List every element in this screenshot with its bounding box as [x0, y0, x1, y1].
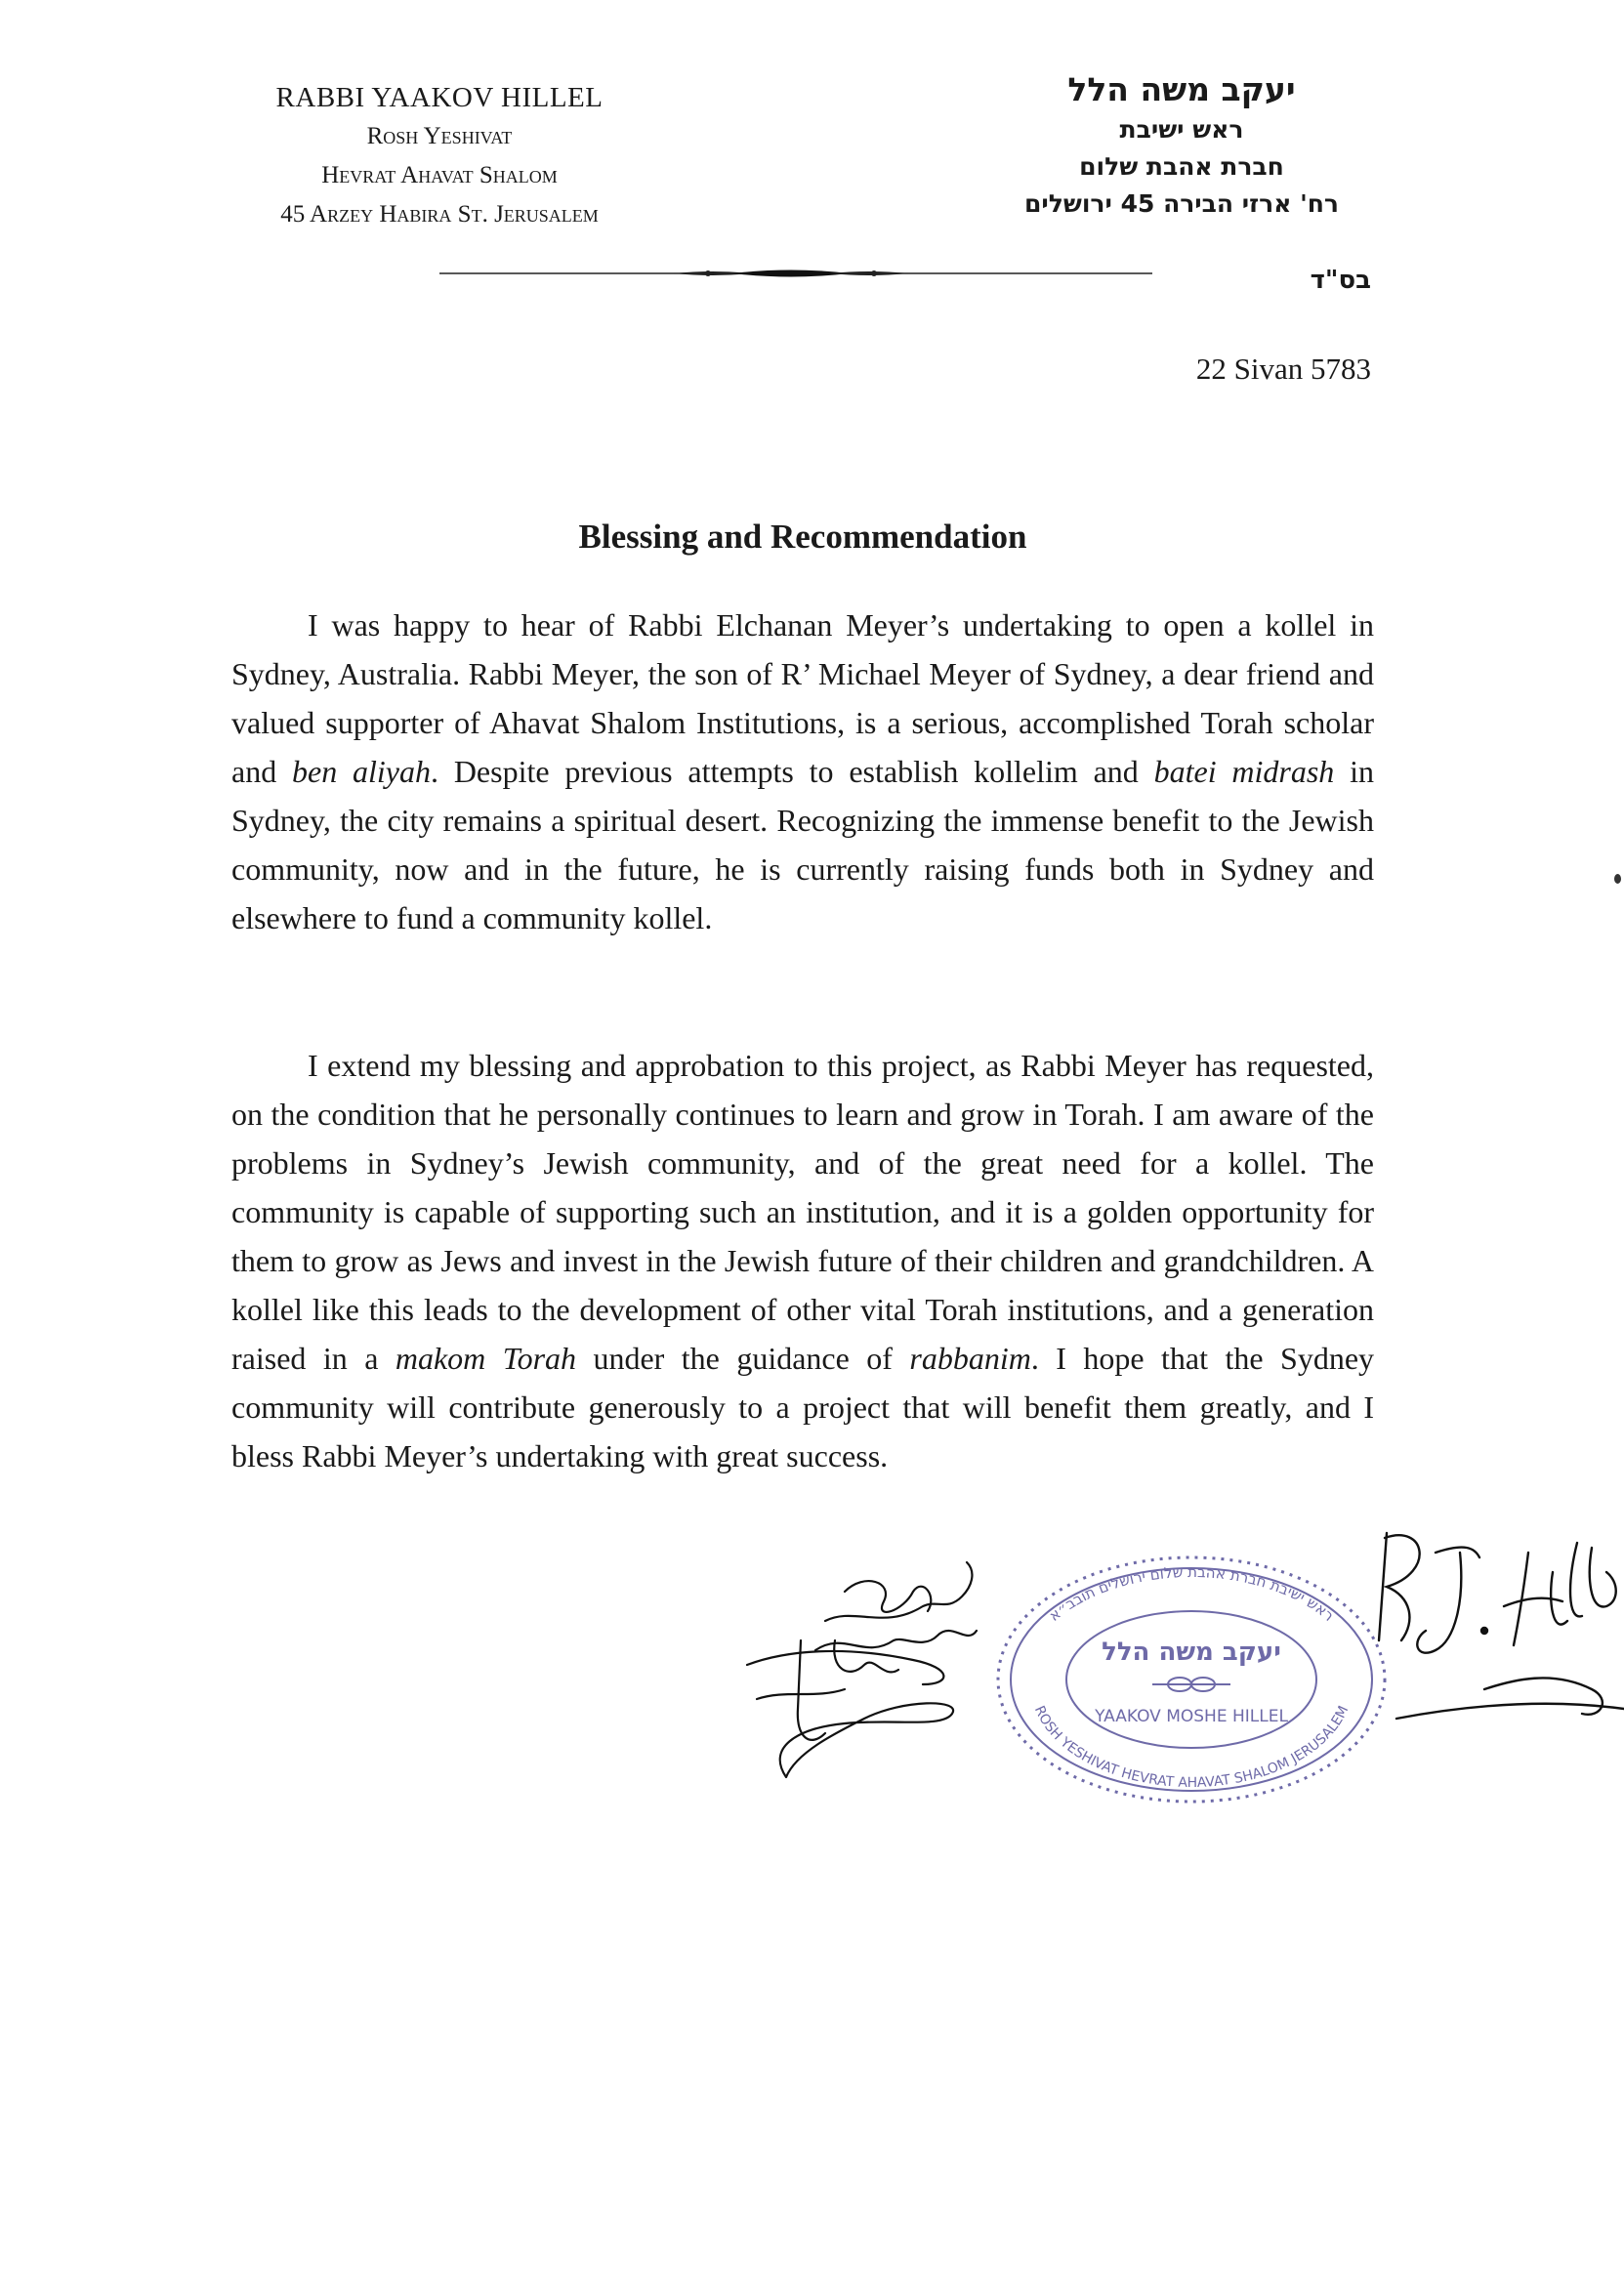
rabbi-name: RABBI YAAKOV HILLEL: [275, 82, 604, 113]
stamp-hebrew-name: יעקב משה הלל: [1102, 1638, 1281, 1667]
institution-address-hebrew: רח' ארזי הבירה 45 ירושלים: [1024, 189, 1339, 218]
paragraph-2: [231, 1041, 1374, 1480]
rabbi-title: Rosh Yeshivat: [366, 123, 513, 149]
english-signature: [1357, 1514, 1624, 1777]
institution-stamp: [986, 1548, 1396, 1811]
stamp-ring-bottom-text: ROSH YESHIVAT HEVRAT AHAVAT SHALOM JERUSALEM: [1030, 1703, 1353, 1792]
institution-address: 45 Arzey Habira St. Jerusalem: [280, 201, 599, 228]
p1-text-b: . Despite previous attempts to establish kollelim and: [431, 754, 1154, 789]
stamp-english-name: YAAKOV MOSHE HILLEL: [1095, 1707, 1288, 1726]
letterhead-english: [234, 78, 645, 234]
scan-speck: [1614, 874, 1621, 884]
letterhead-hebrew: [977, 68, 1387, 223]
letter-title: Blessing and Recommendation: [578, 518, 1027, 556]
rabbi-title-hebrew: ראש ישיבת: [1119, 115, 1244, 144]
paragraph-1: [231, 601, 1374, 942]
rabbi-name-hebrew: יעקב משה הלל: [1067, 70, 1296, 108]
p1-term-ben-aliyah: ben aliyah: [292, 754, 432, 789]
stamp-knot-ornament: [1152, 1678, 1230, 1691]
p2-text-b: under the guidance of: [576, 1341, 910, 1376]
p2-term-makom-torah: makom Torah: [395, 1341, 577, 1376]
p2-term-rabbanim: rabbanim: [909, 1341, 1031, 1376]
stamp-ring-top-text: ראש ישיבת חברת אהבת שלום ירושלים תובב״א: [1045, 1562, 1338, 1625]
institution-name-hebrew: חברת אהבת שלום: [1079, 152, 1284, 181]
letter-date: 22 Sivan 5783: [1195, 352, 1371, 386]
ornamental-divider: [439, 264, 1152, 283]
p2-text-c: . I hope that the Sydney community will contribute generously to a project that will benefit them greatly, and I bless Rabbi Meyer’s undertaking with great success.: [231, 1341, 1375, 1473]
p1-term-batei-midrash: batei midrash: [1153, 754, 1335, 789]
bsd-heading: בס"ד: [1310, 266, 1371, 295]
institution-name: Hevrat Ahavat Shalom: [321, 162, 558, 188]
hebrew-signature: [728, 1553, 1020, 1787]
p2-text-a: I extend my blessing and approbation to this project, as Rabbi Meyer has requested, on the condition that he personally continues to learn and grow in Torah. I am aware of the problems in Sydney’s Jewish community, and of the great need for a kollel. The community is capable of supporting such an institution, and it is a golden opportunity for them to grow as Jews and invest in the Jewish future of their children and grandchildren. A kollel like this leads to the development of other vital Torah institutions, and a generation raised in a: [231, 1048, 1374, 1376]
p1-text-c: in Sydney, the city remains a spiritual desert. Recognizing the immense benefit to the Jewish community, now and in the future, he is currently raising funds both in Sydney and elsewhere to fund a community kollel.: [231, 754, 1375, 935]
p1-text-a: I was happy to hear of Rabbi Elchanan Meyer’s undertaking to open a kollel in Sydney, Australia. Rabbi Meyer, the son of R’ Michael Meyer of Sydney, a dear friend and valued supporter of Ahavat Shalom Institutions, is a serious, accomplished Torah scholar and: [231, 607, 1374, 789]
